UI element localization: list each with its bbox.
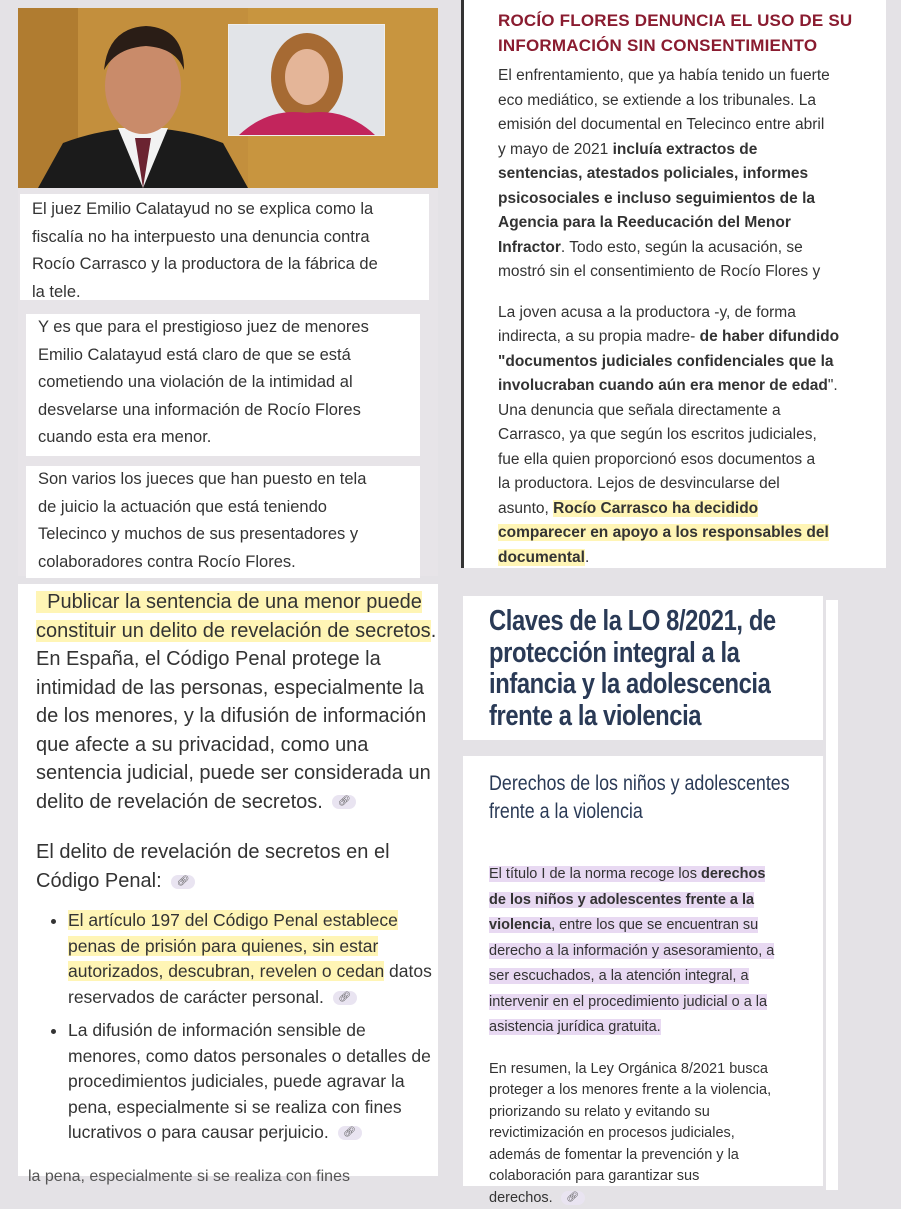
link-icon[interactable]: 🔗︎: [332, 795, 356, 809]
text-span: asunto,: [498, 500, 553, 517]
text-line: además de fomentar la prevención y la: [489, 1145, 823, 1167]
text-line: [489, 888, 823, 914]
link-icon[interactable]: 🔗︎: [561, 1191, 585, 1205]
text-line: desvelarse una información de Rocío Flores: [38, 397, 408, 425]
highlighted-bold-span: de los niños y adolescentes frente a la: [489, 892, 754, 908]
text-line: El enfrentamiento, que ya había tenido un fuerte: [498, 64, 886, 89]
photo-caption: [20, 194, 429, 300]
rocio-inset-photo: [228, 24, 385, 136]
highlighted-span: intervenir en el procedimiento judicial o a la: [489, 994, 767, 1010]
text-line: La joven acusa a la productora -y, de forma: [498, 301, 886, 326]
bold-span: incluía extractos de: [613, 141, 758, 158]
text-line: Son varios los jueces que han puesto en tela: [38, 466, 408, 494]
highlighted-span: [489, 917, 758, 933]
text-line: [498, 546, 886, 571]
bold-span: violencia: [489, 917, 551, 933]
bold-span: derechos: [701, 866, 765, 882]
text-span: . Todo esto, según la acusación, se: [561, 239, 803, 256]
text-line: eco mediático, se extiende a los tribunales. La: [498, 89, 886, 114]
bold-span: "documentos judiciales confidenciales que la: [498, 353, 834, 370]
text-line: Telecinco y muchos de sus presentadores y: [38, 521, 408, 549]
text-line: revictimización en procesos judiciales,: [489, 1123, 823, 1145]
summary-paragraph: [36, 588, 438, 816]
text-line: [498, 374, 886, 399]
text-span: datos reservados de carácter personal.: [68, 961, 432, 1007]
text-span: indirecta, a su propia madre-: [498, 328, 700, 345]
text-line: colaboración para garantizar sus: [489, 1166, 823, 1188]
section-heading: [36, 838, 438, 896]
text-line: Y es que para el prestigioso juez de menores: [38, 314, 408, 342]
title-line: infancia y la adolescencia: [489, 669, 763, 701]
text-line: fiscalía no ha interpuesto una denuncia contra: [32, 224, 417, 252]
text-span: y mayo de 2021: [498, 141, 613, 158]
judge-photo: [18, 8, 438, 188]
summary-paragraph: [489, 1059, 823, 1209]
legal-summary-panel: [18, 584, 438, 1176]
text-line: [489, 939, 823, 965]
news-panel-calatayud: [18, 8, 438, 576]
text-line: fue ella quien proporcionó esos documentos a: [498, 448, 886, 473]
text-line: Emilio Calatayud está claro de que se está: [38, 342, 408, 370]
calatayud-paragraph: [26, 314, 420, 456]
link-icon[interactable]: 🔗︎: [171, 875, 195, 889]
text-span: La difusión de información sensible de menores, como datos personales o detalles de procedimientos judiciales, puede agravar la pena, especialmente si se realiza con fines lucrativos o para causar perjuicio.: [68, 1020, 431, 1142]
text-span: . En España, el Código Penal protege la intimidad de las personas, especialmente la de los menores, y la difusión de información que afecte a su privacidad, como una sentencia judicial, puede ser considerada un delito de revelación de secretos.: [36, 620, 436, 813]
text-line: [489, 964, 823, 990]
text-span: derechos.: [489, 1190, 553, 1206]
highlighted-span: [36, 591, 431, 642]
news-panel-rocio-flores: [461, 0, 886, 568]
text-line: [489, 862, 823, 888]
law-title-card: [463, 596, 823, 740]
text-line: [498, 138, 886, 163]
highlighted-span: [489, 866, 765, 882]
text-line: [498, 350, 886, 375]
text-line: mostró sin el consentimiento de Rocío Flores y: [498, 260, 886, 285]
text-line: cuando esta era menor.: [38, 424, 408, 452]
title-line: protección integral a la: [489, 638, 763, 670]
highlighted-bold-span: documental: [498, 549, 585, 566]
rights-subtitle: [489, 770, 773, 826]
text-line: El juez Emilio Calatayud no se explica como la: [32, 196, 417, 224]
link-icon[interactable]: 🔗︎: [333, 991, 357, 1005]
highlighted-span: El artículo 197 del Código Penal establece penas de prisión para quienes, sin estar autorizados, descubran, revelen o cedan: [68, 910, 398, 981]
subtitle-line: Derechos de los niños y adolescentes: [489, 770, 773, 798]
article-paragraph-2: [498, 301, 886, 571]
heading-text: El delito de revelación de secretos en el Código Penal:: [36, 841, 390, 892]
bullet-list: [36, 908, 438, 1146]
text-line: [489, 913, 823, 939]
list-item: [68, 1018, 438, 1146]
text-line: [489, 990, 823, 1016]
headline-line: INFORMACIÓN SIN CONSENTIMIENTO: [498, 33, 886, 58]
bold-span: Agencia para la Reeducación del Menor: [498, 214, 791, 231]
law-title: [489, 606, 763, 732]
text-line: Rocío Carrasco y la productora de la fábrica de: [32, 251, 417, 279]
judge-illustration: [18, 8, 248, 188]
text-line: [498, 497, 886, 522]
text-line: proteger a los menores frente a la violencia,: [489, 1080, 823, 1102]
text-line: la productora. Lejos de desvincularse del: [498, 472, 886, 497]
text-span: secretos: [355, 620, 431, 642]
highlighted-span: derecho a la información y asesoramiento, a: [489, 943, 774, 959]
text-span: .: [585, 549, 589, 566]
text-line: [489, 1015, 823, 1041]
woman-illustration: [229, 25, 384, 135]
bold-span: involucraban cuando aún era menor de edad: [498, 377, 828, 394]
text-line: [498, 162, 886, 187]
law-rights-card: [463, 756, 823, 1186]
text-line: la tele.: [32, 279, 417, 307]
text-span: ".: [828, 377, 838, 394]
headline-line: ROCÍO FLORES DENUNCIA EL USO DE SU: [498, 8, 886, 33]
cutoff-text: la pena, especialmente si se realiza con fines: [28, 1168, 350, 1186]
article-paragraph-1: [498, 64, 886, 285]
text-line: [498, 187, 886, 212]
text-line: cometiendo una violación de la intimidad al: [38, 369, 408, 397]
rights-paragraph: [489, 862, 823, 1041]
bold-span: de haber difundido: [700, 328, 840, 345]
text-span: Publicar la sentencia de una menor: [47, 591, 361, 613]
title-line: frente a la violencia: [489, 701, 763, 733]
text-line: colaboradores contra Rocío Flores.: [38, 549, 408, 577]
text-line: [498, 211, 886, 236]
text-line: Carrasco, ya que según los escritos judiciales,: [498, 423, 886, 448]
article-headline: [498, 8, 886, 58]
text-line: [489, 1188, 823, 1209]
text-line: de juicio la actuación que está teniendo: [38, 494, 408, 522]
bold-span: Infractor: [498, 239, 561, 256]
bold-span: sentencias, atestados policiales, informes: [498, 165, 808, 182]
divider: [826, 600, 838, 1190]
bold-span: psicosociales e incluso seguimientos de la: [498, 190, 815, 207]
subtitle-line: frente a la violencia: [489, 798, 773, 826]
text-line: [498, 325, 886, 350]
text-span: El título I de la norma recoge los: [489, 866, 701, 882]
text-line: [498, 521, 886, 546]
highlighted-bold-span: Rocío Carrasco ha decidido: [553, 500, 758, 517]
highlighted-bold-span: comparecer en apoyo a los responsables del: [498, 524, 829, 541]
list-item: [68, 908, 438, 1010]
text-line: En resumen, la Ley Orgánica 8/2021 busca: [489, 1059, 823, 1081]
text-line: [498, 236, 886, 261]
highlighted-span: ser escuchados, a la atención integral, a: [489, 968, 749, 984]
link-icon[interactable]: 🔗︎: [338, 1126, 362, 1140]
text-span: puede constituir un delito de revelación de: [36, 591, 422, 642]
text-line: emisión del documental en Telecinco entre abril: [498, 113, 886, 138]
title-line: Claves de la LO 8/2021, de: [489, 606, 763, 638]
text-line: priorizando su relato y evitando su: [489, 1102, 823, 1124]
judges-paragraph: [26, 466, 420, 578]
text-span: , entre los que se encuentran su: [551, 917, 758, 933]
highlighted-span: asistencia jurídica gratuita.: [489, 1019, 661, 1035]
text-line: Una denuncia que señala directamente a: [498, 399, 886, 424]
